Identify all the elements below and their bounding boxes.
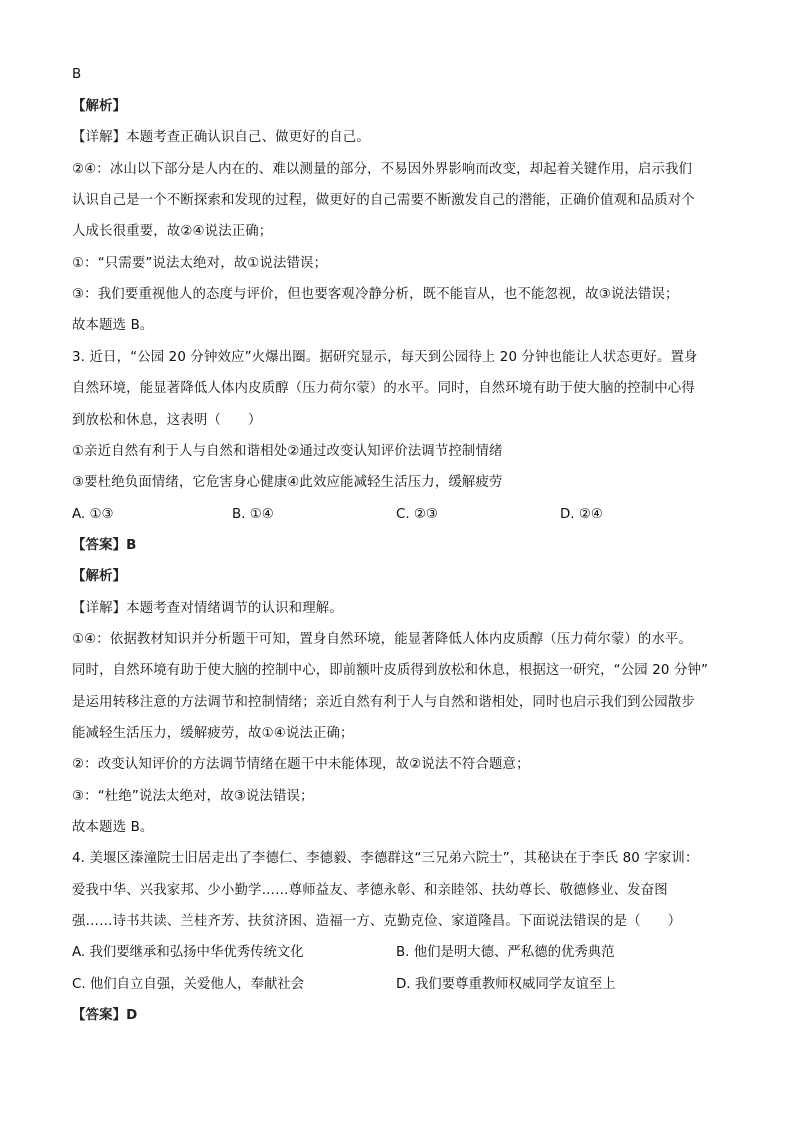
detail-line: 人成长很重要，故②④说法正确； — [72, 224, 273, 239]
detail-line: 能减轻生活压力，缓解疲劳，故①④说法正确； — [72, 726, 354, 741]
option-d: D. 我们要尊重教师权威同学友谊至上 — [396, 977, 616, 992]
question-4-line: 4. 美堰区溱潼院士旧居走出了李德仁、李德毅、李德群这“三兄弟六院士”，其秘诀在于李氏 80 字家训： — [72, 851, 699, 866]
answer-heading: 【答案】D — [72, 1008, 138, 1023]
option-c: C. 他们自立自强，关爱他人，奉献社会 — [72, 977, 305, 992]
question-3-statement: ③要杜绝负面情绪，它危害身心健康④此效应能减轻生活压力，缓解疲劳 — [72, 475, 503, 490]
detail-line: 认识自己是一个不断探索和发现的过程，做更好的自己需要不断激发自己的潜能，正确价值观和品质对个 — [72, 193, 695, 208]
detail-line: 同时，自然环境有助于使大脑的控制中心，即前额叶皮质得到放松和休息，根据这一研究，“公园 20 分钟” — [72, 663, 709, 678]
detail-line: 【详解】本题考查正确认识自己、做更好的自己。 — [72, 130, 370, 145]
detail-line: ②④：冰山以下部分是人内在的、难以测量的部分，不易因外界影响而改变，却起着关键作用，启示我们 — [72, 162, 693, 177]
analysis-heading: 【解析】 — [72, 99, 127, 114]
question-4-line: 爱我中华、兴我家邦、少小勤学……尊师益友、孝德永彰、和亲睦邻、扶幼尊长、敬德修业、发奋图 — [72, 883, 668, 898]
answer-heading: 【答案】B — [72, 538, 137, 553]
detail-line: 【详解】本题考查对情绪调节的认识和理解。 — [72, 601, 343, 616]
option-b: B. ①④ — [232, 507, 274, 522]
answer-prev: B — [72, 67, 82, 82]
detail-line: ③：“杜绝”说法太绝对，故③说法错误； — [72, 789, 314, 804]
question-3-line: 自然环境，能显著降低人体内皮质醇（压力荷尔蒙）的水平。同时，自然环境有助于使大脑的控制中心得 — [72, 381, 695, 396]
detail-line: ②：改变认知评价的方法调节情绪在题干中未能体现，故②说法不符合题意； — [72, 757, 530, 772]
question-3-line: 到放松和休息，这表明（ ） — [72, 413, 262, 428]
detail-line: ③：我们要重视他人的态度与评价，但也要客观冷静分析，既不能盲从，也不能忽视，故③说法错误； — [72, 287, 679, 302]
option-a: A. 我们要继承和弘扬中华优秀传统文化 — [72, 945, 304, 960]
conclusion-line: 故本题选 B。 — [72, 820, 154, 835]
option-b: B. 他们是明大德、严私德的优秀典范 — [396, 945, 615, 960]
question-3-line: 3. 近日，“公园 20 分钟效应”火爆出圈。据研究显示，每天到公园待上 20 分钟也能让人状态更好。置身 — [72, 350, 698, 365]
question-3-statement: ①亲近自然有利于人与自然和谐相处②通过改变认知评价法调节控制情绪 — [72, 444, 503, 459]
detail-line: ①④：依据教材知识并分析题干可知，置身自然环境，能显著降低人体内皮质醇（压力荷尔蒙）的水平。 — [72, 632, 693, 647]
analysis-heading: 【解析】 — [72, 569, 127, 584]
option-c: C. ②③ — [396, 507, 438, 522]
detail-line: ①：“只需要”说法太绝对，故①说法错误； — [72, 256, 328, 271]
option-d: D. ②④ — [560, 507, 603, 522]
conclusion-line: 故本题选 B。 — [72, 318, 154, 333]
option-a: A. ①③ — [72, 507, 114, 522]
question-4-line: 强……诗书共读、兰桂齐芳、扶贫济困、造福一方、克勤克俭、家道隆昌。下面说法错误的是（ ） — [72, 914, 682, 929]
detail-line: 是运用转移注意的方法调节和控制情绪；亲近自然有利于人与自然和谐相处，同时也启示我们到公园散步 — [72, 695, 695, 710]
